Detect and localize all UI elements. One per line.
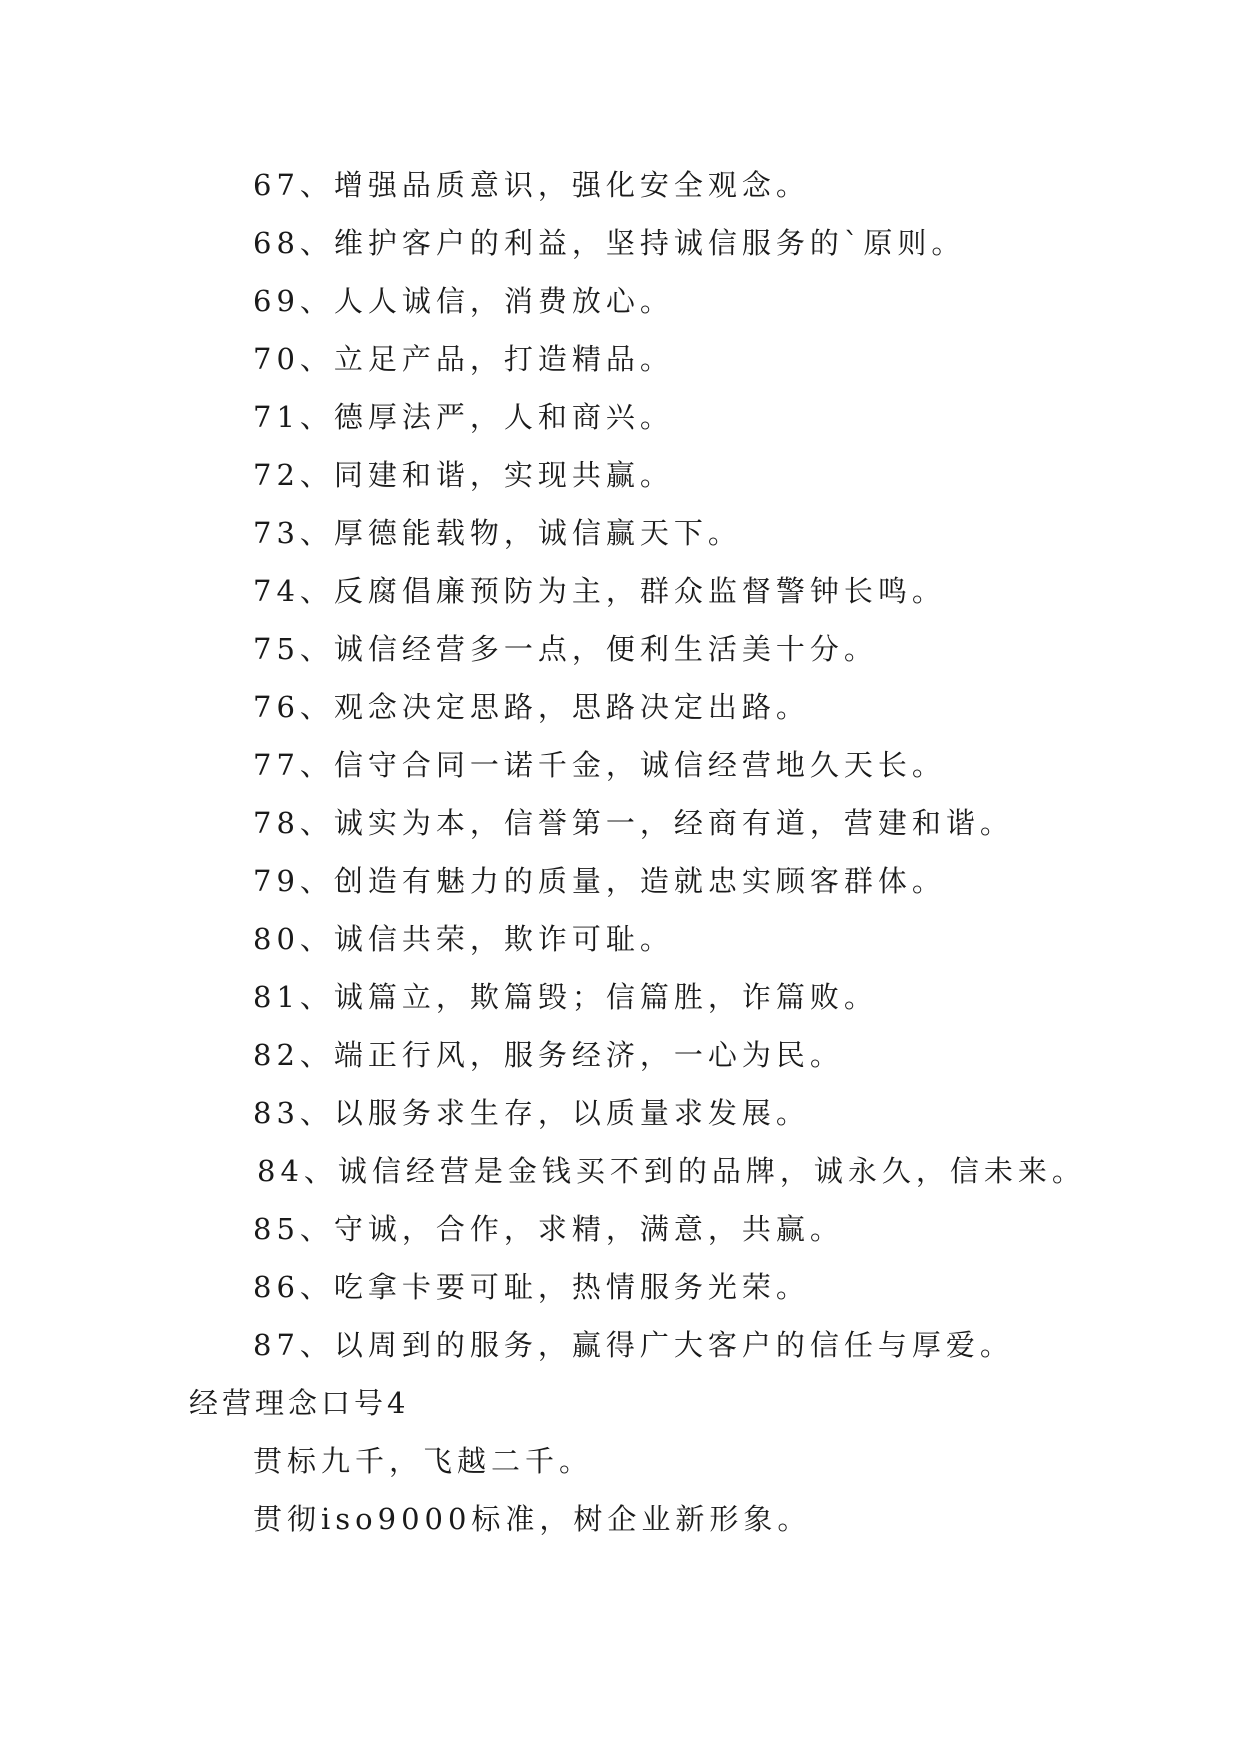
slogan-line: 76、观念决定思路，思路决定出路。 (253, 690, 810, 724)
slogan-line: 82、端正行风，服务经济，一心为民。 (253, 1038, 844, 1072)
slogan-line: 70、立足产品，打造精品。 (253, 342, 674, 376)
slogan-line: 78、诚实为本，信誉第一，经商有道，营建和谐。 (253, 806, 1014, 840)
section-item: 贯标九千，飞越二千。 (253, 1444, 594, 1478)
section-item: 贯彻iso9000标准，树企业新形象。 (253, 1502, 812, 1536)
slogan-line: 85、守诚，合作，求精，满意，共赢。 (253, 1212, 844, 1246)
section-heading: 经营理念口号4 (189, 1386, 410, 1420)
slogan-line: 74、反腐倡廉预防为主，群众监督警钟长鸣。 (253, 574, 946, 608)
slogan-line: 73、厚德能载物，诚信赢天下。 (253, 516, 742, 550)
slogan-line: 80、诚信共荣，欺诈可耻。 (253, 922, 674, 956)
slogan-line: 75、诚信经营多一点，便利生活美十分。 (253, 632, 878, 666)
slogan-line: 69、人人诚信，消费放心。 (253, 284, 674, 318)
slogan-line: 83、以服务求生存，以质量求发展。 (253, 1096, 810, 1130)
slogan-line: 71、德厚法严，人和商兴。 (253, 400, 674, 434)
slogan-line: 77、信守合同一诺千金，诚信经营地久天长。 (253, 748, 946, 782)
slogan-line: 87、以周到的服务，赢得广大客户的信任与厚爱。 (253, 1328, 1014, 1362)
slogan-line: 79、创造有魅力的质量，造就忠实顾客群体。 (253, 864, 946, 898)
slogan-line: 86、吃拿卡要可耻，热情服务光荣。 (253, 1270, 810, 1304)
slogan-line: 81、诚篇立，欺篇毁；信篇胜，诈篇败。 (253, 980, 878, 1014)
slogan-line: 68、维护客户的利益，坚持诚信服务的`原则。 (253, 226, 966, 260)
slogan-line: 84、诚信经营是金钱买不到的品牌，诚永久，信未来。 (257, 1154, 1086, 1188)
slogan-line: 72、同建和谐，实现共赢。 (253, 458, 674, 492)
slogan-line: 67、增强品质意识，强化安全观念。 (253, 168, 810, 202)
